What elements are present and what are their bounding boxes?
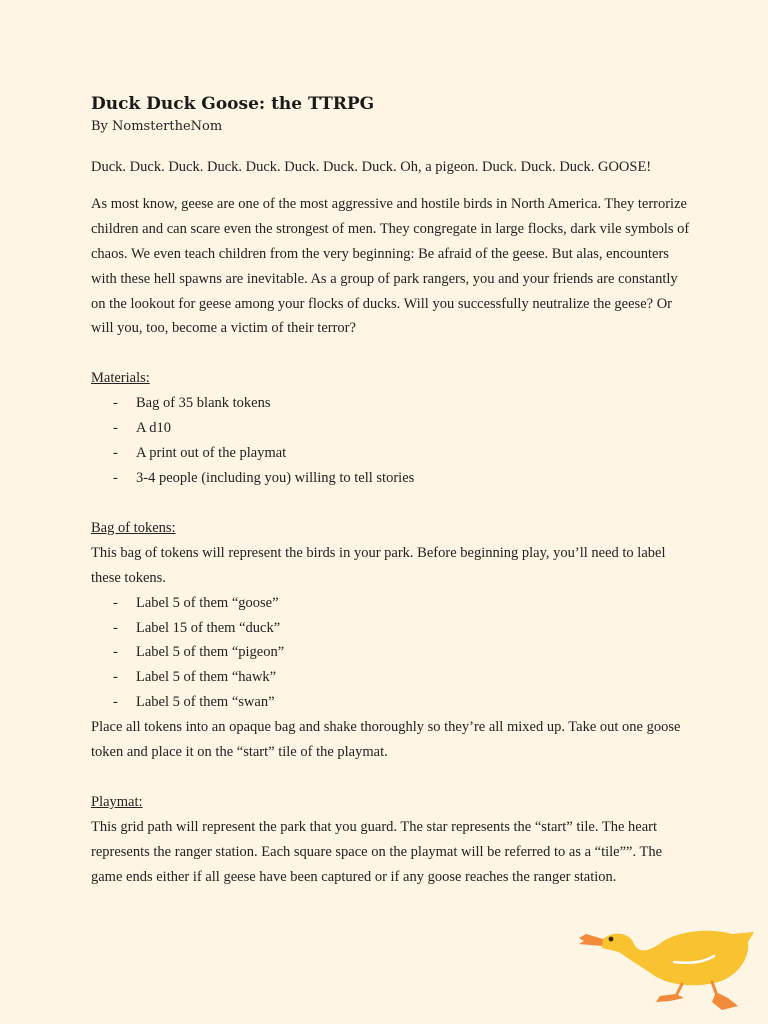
materials-list	[91, 391, 691, 491]
list-item: - A print out of the playmat	[91, 441, 691, 466]
playmat-paragraph: This grid path will represent the park that you guard. The star represents the “start” tile. The heart represents the ranger station. Each square space on the playmat will be referred to as a “tile””. The game ends either if all geese have been captured or if any goose reaches the ranger station.	[91, 818, 663, 885]
byline: By NomstertheNom	[91, 119, 223, 134]
goose-illustration-icon	[572, 918, 757, 1018]
tokens-intro: This bag of tokens will represent the birds in your park. Before beginning play, you’ll need to label these tokens.	[91, 544, 666, 586]
tokens-outro: Place all tokens into an opaque bag and shake thoroughly so they’re all mixed up. Take out one goose token and place it on the “start” tile of the playmat.	[91, 719, 681, 761]
list-item: - Label 5 of them “hawk”	[91, 665, 691, 690]
document-title: Duck Duck Goose: the TTRPG	[91, 94, 375, 114]
list-item: - A d10	[91, 416, 691, 441]
description-paragraph: As most know, geese are one of the most aggressive and hostile birds in North America. They terrorize children and can scare even the strongest of men. They congregate in large flocks, dark vile symbols of chaos. We even teach children from the very beginning: Be afraid of the geese. But alas, encounters with these hell spawns are inevitable. As a group of park rangers, you and your friends are constantly on the lookout for geese among your flocks of ducks. Will you successfully neutralize the geese? Or will you, too, become a victim of their terror?	[91, 195, 690, 337]
list-item: - Label 5 of them “pigeon”	[91, 640, 691, 665]
list-item: - Label 5 of them “goose”	[91, 591, 691, 616]
list-item: - 3-4 people (including you) willing to tell stories	[91, 466, 691, 491]
list-item: - Label 15 of them “duck”	[91, 616, 691, 641]
materials-heading: Materials:	[91, 370, 150, 387]
list-item: - Bag of 35 blank tokens	[91, 391, 691, 416]
tokens-heading: Bag of tokens:	[91, 519, 176, 536]
playmat-heading: Playmat:	[91, 793, 143, 810]
list-item: - Label 5 of them “swan”	[91, 690, 691, 715]
tokens-list	[91, 591, 691, 716]
document-body	[91, 92, 691, 890]
intro-paragraph: Duck. Duck. Duck. Duck. Duck. Duck. Duck. Duck. Oh, a pigeon. Duck. Duck. Duck. GOOSE!	[91, 159, 652, 175]
